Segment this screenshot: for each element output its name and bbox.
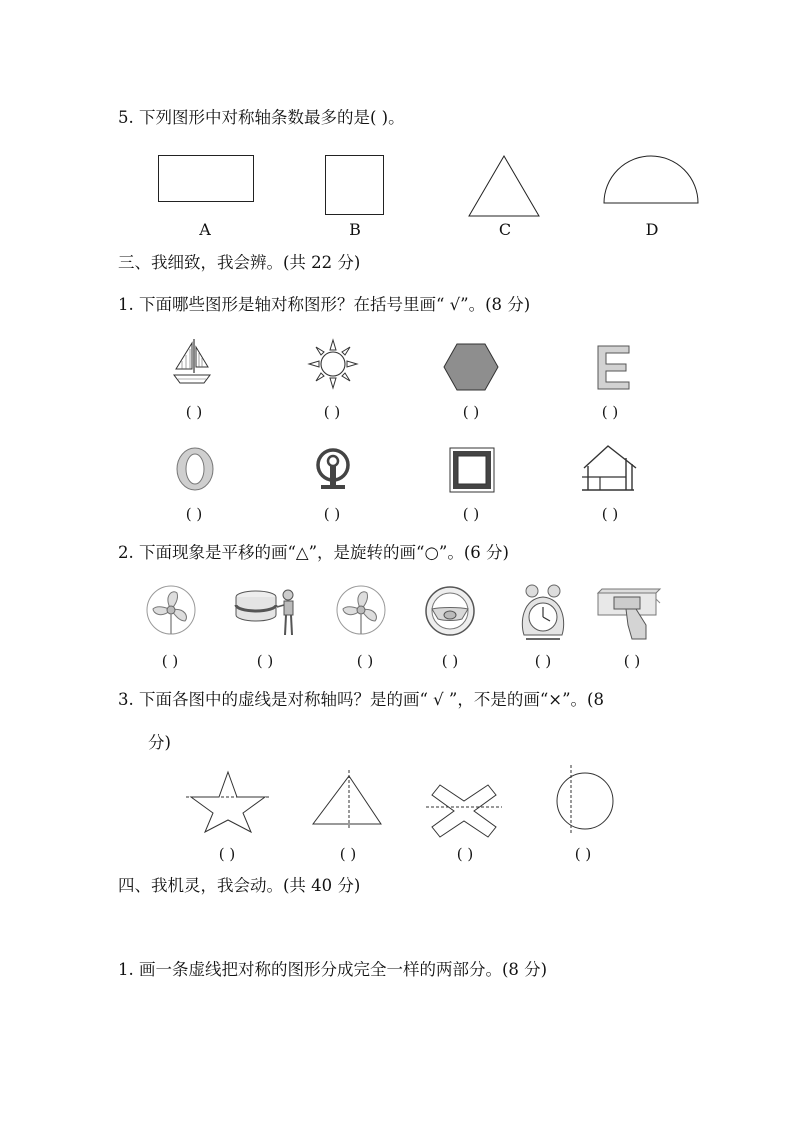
star-dashed-axis-icon [186, 770, 270, 834]
s3-q1-answer-5[interactable]: ( ) [185, 505, 203, 523]
triangle-shape-c [468, 155, 540, 217]
s3-q1-answer-6[interactable]: ( ) [323, 505, 341, 523]
person-pushing-drum-icon [234, 585, 300, 639]
x-shape-dashed-axis-icon [426, 783, 502, 839]
section3-title: 三、我细致，我会辨。(共 22 分) [118, 253, 361, 272]
s3-q2-answer-1[interactable]: ( ) [161, 652, 179, 670]
s3-q3-title-line2: 分) [148, 733, 171, 752]
section4-title: 四、我机灵，我会动。(共 40 分) [118, 876, 361, 895]
s3-q2-answer-4[interactable]: ( ) [441, 652, 459, 670]
steering-wheel-icon [424, 585, 476, 637]
s3-q2-answer-3[interactable]: ( ) [356, 652, 374, 670]
s3-q2-title: 2. 下面现象是平移的画“△”，是旋转的画“○”。(6 分) [118, 543, 509, 562]
semicircle-shape-d [603, 155, 699, 205]
s3-q3-answer-3[interactable]: ( ) [456, 845, 474, 863]
triangle-dashed-axis-icon [311, 770, 383, 830]
s3-q1-answer-2[interactable]: ( ) [323, 403, 341, 421]
s3-q2-answer-2[interactable]: ( ) [256, 652, 274, 670]
option-label-b: B [349, 220, 361, 239]
fan-icon-2 [335, 585, 387, 635]
letter-o-icon [175, 447, 215, 491]
option-label-a: A [199, 220, 211, 239]
railway-logo-icon [313, 447, 353, 493]
s3-q1-answer-4[interactable]: ( ) [601, 403, 619, 421]
pushing-drawer-icon [596, 585, 662, 639]
s3-q2-answer-6[interactable]: ( ) [623, 652, 641, 670]
hexagon-icon [443, 343, 499, 391]
s3-q3-answer-1[interactable]: ( ) [218, 845, 236, 863]
option-label-d: D [645, 220, 659, 239]
option-label-c: C [498, 220, 512, 239]
s3-q3-title-line1: 3. 下面各图中的虚线是对称轴吗？是的画“ √ ”，不是的画“×”。(8 [118, 690, 604, 709]
alarm-clock-icon [518, 583, 568, 641]
s3-q1-answer-3[interactable]: ( ) [462, 403, 480, 421]
s3-q1-answer-1[interactable]: ( ) [185, 403, 203, 421]
circle-dashed-axis-icon [552, 765, 616, 835]
square-frame-icon [449, 447, 495, 493]
s3-q2-answer-5[interactable]: ( ) [534, 652, 552, 670]
rectangle-shape-a [158, 155, 254, 203]
s3-q1-answer-8[interactable]: ( ) [601, 505, 619, 523]
sun-icon [307, 338, 359, 390]
letter-e-icon [597, 345, 631, 391]
s3-q3-answer-4[interactable]: ( ) [574, 845, 592, 863]
s4-q1-title: 1. 画一条虚线把对称的图形分成完全一样的两部分。(8 分) [118, 960, 548, 979]
s3-q1-answer-7[interactable]: ( ) [462, 505, 480, 523]
square-shape-b [325, 155, 385, 215]
s3-q1-title: 1. 下面哪些图形是轴对称图形？在括号里画“ √”。(8 分) [118, 295, 531, 314]
sailboat-icon [170, 337, 214, 387]
s3-q3-answer-2[interactable]: ( ) [339, 845, 357, 863]
fan-icon [145, 585, 197, 635]
house-outline-icon [580, 444, 640, 492]
q5-title: 5. 下列图形中对称轴条数最多的是( )。 [118, 108, 405, 127]
